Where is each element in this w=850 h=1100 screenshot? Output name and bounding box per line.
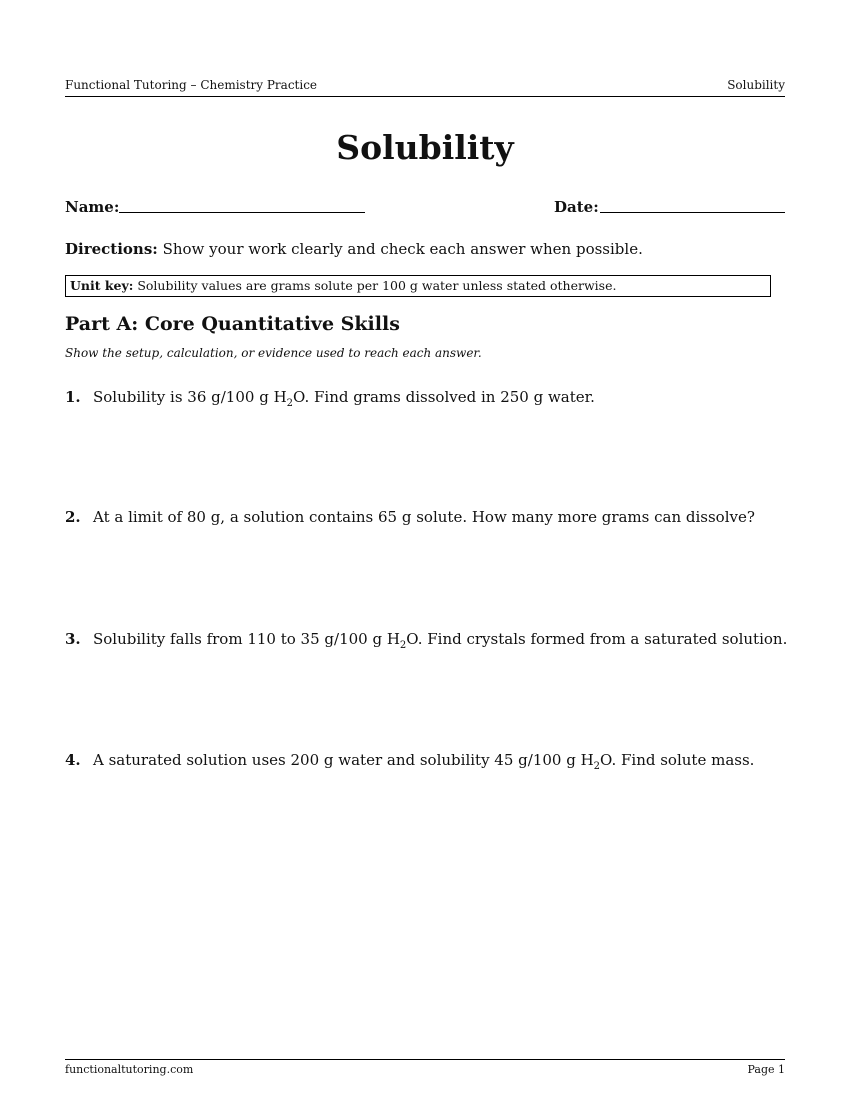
name-field[interactable] <box>65 198 119 216</box>
question-text: Solubility is 36 g/100 g $H_2O$. Find grams dissolved in 250 g water. <box>93 388 595 409</box>
question-number: 4. <box>65 751 81 769</box>
question-text: Solubility falls from 110 to 35 g/100 g $H_2O$. Find crystals formed from a saturated solution. <box>93 630 788 651</box>
header-topic: Solubility <box>727 78 785 92</box>
footer-website: functionaltutoring.com <box>65 1063 194 1076</box>
question-number: 3. <box>65 630 81 648</box>
page-footer <box>65 1059 785 1076</box>
directions-text: Show your work clearly and check each answer when possible. <box>157 240 643 258</box>
unit-key-label: Unit key: <box>70 278 134 293</box>
unit-key-text: Solubility values are grams solute per 100 g water unless stated otherwise. <box>133 278 617 293</box>
date-label: Date: <box>554 198 599 216</box>
question-number: 1. <box>65 388 81 406</box>
directions <box>65 240 643 258</box>
question-text: A saturated solution uses 200 g water and solubility 45 g/100 g $H_2O$. Find solute mass. <box>93 751 755 772</box>
directions-label: Directions: <box>65 240 158 258</box>
page-title: Solubility <box>336 128 514 167</box>
header-course-title: Functional Tutoring – Chemistry Practice <box>65 78 318 92</box>
part-a-subtitle: Show the setup, calculation, or evidence used to reach each answer. <box>65 346 482 360</box>
name-blank-line[interactable] <box>119 212 365 213</box>
question-text: At a limit of 80 g, a solution contains 65 g solute. How many more grams can dissolve? <box>93 508 755 526</box>
date-field[interactable] <box>554 198 599 216</box>
question-number: 2. <box>65 508 81 526</box>
page-number: Page 1 <box>747 1063 785 1076</box>
page-header <box>65 78 785 97</box>
part-a-title: Part A: Core Quantitative Skills <box>65 313 400 335</box>
unit-key-box <box>65 275 771 297</box>
name-label: Name: <box>65 198 120 216</box>
date-blank-line[interactable] <box>600 212 785 213</box>
